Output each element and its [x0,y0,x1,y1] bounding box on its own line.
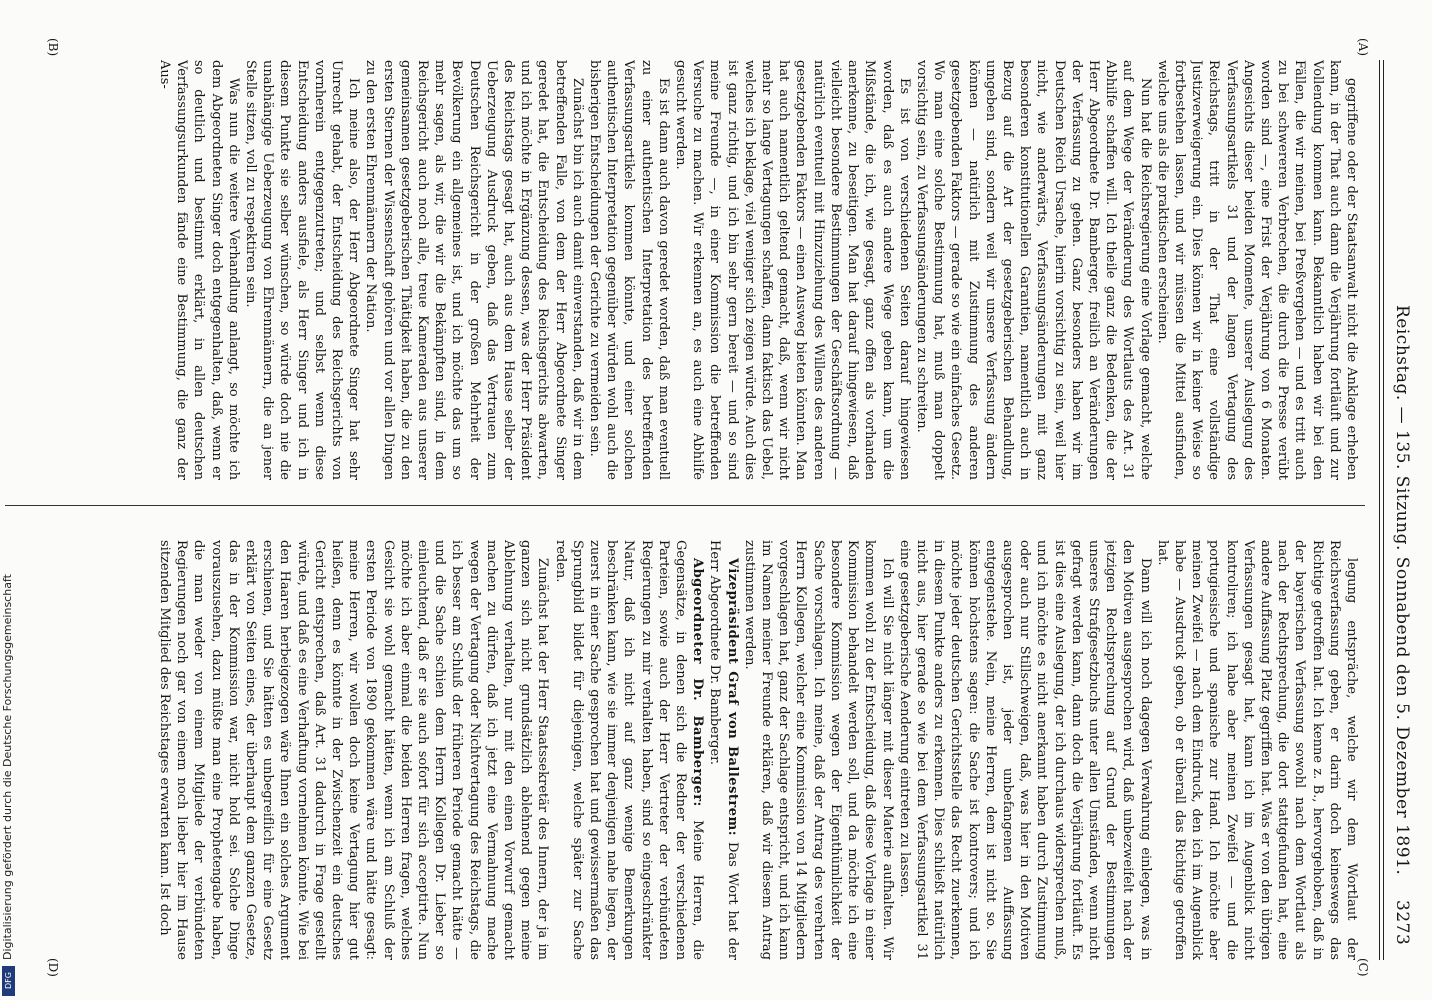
margin-marker-b: (B) [46,38,60,57]
paragraph: Abgeordneter Dr. Bamberger: Meine Herren, die Gegensätze, in denen sich die Redner der verschiedenen Parteien, sowie auch der Herr Vertreter der verbündeten Regierungen zu mir verhalten haben, sind so eingeschränkter Natur, daß ich nicht auf ganz wenige Bemerkungen beschränken kann, wie sie immer denjenigen nahe liegen, der zuerst in einer Sache gesprochen hat und gewissermaßen das Sprungbild bildet für diejenigen, welche später zur Sache reden. [552,540,706,960]
header-rule-double [1379,60,1380,960]
header-rule [1383,60,1384,960]
paragraph: Ich meine also, der Herr Abgeordnete Singer hat sehr Unrecht gehabt, der Entscheidung des Reichsgerichts von vornherein entgegenzutreten; und selbst wenn diese Entscheidung anders ausfiele, als Herr Singer und ich in diesem Punkte sie selber wünschen, so würde doch nie die unabhängige Ueberzeugung von Ehrenmännern, die an jener Stelle sitzen, voll zu respektiren sein. [243,60,362,480]
page-header-title: Reichstag. — 135. Sitzung. Sonnabend den 5. Dezember 1891. [1392,305,1412,876]
margin-marker-c: (C) [1356,958,1370,977]
page-number: 3273 [1392,900,1412,946]
paragraph: Dann will ich noch dagegen Verwahrung einlegen, was in den Motiven ausgesprochen wird, daß unbezweifelt nach der jetzigen Rechtsprechung auf Grund der Bestimmungen unseres Strafgesetzbuchs unter allen Umständen, wenn nicht gefragt werden kann, dann doch die Verjährung fortläuft. Es ist dies eine Auslegung, der ich durchaus widersprechen muß, und ich möchte es nicht anerkannt haben durch Zustimmung oder auch nur Stillschweigen, daß, was hier in den Motiven ausgesprochen ist, jeder unbefangenen Auffassung entgegenstehe. Nein, meine Herren, dem ist nicht so. Sie können höchstens sagen: die Sache ist kontrovers; und ich möchte jeder deutschen Gerichtsstelle das Recht zuerkennen, in diesem Punkte anders zu erkennen. Dies schließt natürlich nicht aus, hier gerade so wie bei dem Verfassungsartikel 31 eine gesetzgeberische Aenderung eintreten zu lassen. [896,540,1153,960]
speaker-name: Vizepräsident Graf von Ballestrem: [724,558,740,837]
paragraph: Nun hat die Reichsregierung eine Vorlage gemacht, welche auf dem Wege der Veränderung des Wortlauts des Art. 31 Abhilfe schaffen will. Ich theile ganz die Bedenken, die der Herr Abgeordnete Dr. Bamberger, freilich an Veränderungen der Verfassung zu gehen. Ganz besonders haben wir im Deutschen Reich Ursache, hierin vorsichtig zu sein, weil hier nicht, wie anderwärts, Verfassungsänderungen mit ganz besonderen konstitutionellen Garantien, namentlich auch in Bezug auf die Art der gesetzgeberischen Behandlung, umgeben sind, sondern weil wir unsere Verfassung ändern können — natürlich mit Zustimmung des anderen gesetzgebenden Faktors — gerade so wie ein einfaches Gesetz. Wo man eine solche Bestimmung hat, muß man doppelt vorsichtig sein, zu Verfassungsänderungen zu schreiten. [913,60,1153,480]
right-text-column [20,540,1360,960]
paragraph: Ich will Sie nicht länger mit dieser Materie aufhalten. Wir kommen wohl zu der Entscheidung, daß diese Vorlage in einer Kommission behandelt werden soll, und da möchte ich eine besondere Kommission wegen der Eigenthümlichkeit der Sache vorschlagen. Ich meine, daß der Antrag des verehrten Herrn Kollegen, welcher eine Kommission von 14 Mitgliedern vorgeschlagen hat, ganz der Sachlage entspricht, und ich kann im Namen meiner Freunde erklären, daß wir diesem Antrag zustimmen werden. [741,540,895,960]
page-header [1390,70,1412,950]
left-text-column [20,60,1360,480]
dfg-logo: DFG [2,966,15,996]
digitization-credit [0,0,18,1000]
paragraph: gegriffene oder der Staatsanwalt nicht die Anklage erheben kann, in der That auch dann die Verjährung fortläuft und zur Vollendung kommen kann. Bekanntlich haben wir bei den Fällen, die wir meinen, bei Preßvergehen — und es tritt auch zu bei schwereren Verbrechen, die durch die Presse verübt worden sind —, eine Frist der Verjährung von 6 Monaten. Angesichts dieser beiden Momente, unserer Auslegung des Verfassungsartikels 31 und der langen Vertagung des Reichstags, tritt in der That eine vollständige Justizverweigerung ein. Dies können wir in keiner Weise so fortbestehen lassen, und wir müssen die Mittel ausfinden, welche uns als die praktischen erscheinen. [1154,60,1359,480]
credit-text: Digitalisierung gefördert durch die Deutsche Forschungsgemeinschaft [1,574,14,960]
speaker-name: Abgeordneter Dr. Bamberger: [690,558,706,807]
margin-marker-d: (D) [46,958,60,977]
paragraph: Zunächst hat der Herr Staatssekretär des Innern, der ja im ganzen sich nicht grundsätzlich ablehnend gegen meine Ablehnung verhalten, nur mit den einen Vorwurf gemacht machen zu dürfen, daß ich jetzt eine Vermahnung mache wegen der Vertagung oder Nichtvertagung des Reichstags, die ich besser am Schluß der früheren Periode gemacht hätte — und die Sache schien dem Herrn Kollegen Dr. Lieber so einleuchtend, daß er sie auch sofort für sich acceptirte. Nun möchte ich aber einmal die beiden Herren fragen, welches Gesicht sie wohl gemacht hätten, wenn ich am Schluß der ersten Periode von 1890 gekommen wäre und hätte gesagt: meine Herren, wir wollen doch keine Vertagung hier gut heißen, denn es könnte in der Zwischenzeit ein deutsches Gericht entsprechen, daß Art. 31 dadurch in Frage gestellt würde, und daß es eine Verhaftung vornehmen könnte. Wie bei den Haaren herbeigezogen wäre Ihnen ein solches Argument erschienen, und Sie hätten es unbegreiflich für eine Gesetz erklärt von Seiten eines, der überhaupt dem ganzen Gesetze, das in der Kommission war, nicht hold sei. Solche Dinge vorauszusehen, dazu müßte man eine Prophetengabe haben, die man weder von einem Mitgliede der verbündeten Regierungen noch gar von einem noch lieber hier im Hause sitzenden Mitglied des Reichstages erwarten kann. Ist doch [156,540,551,960]
paragraph: Zunächst bin ich auch damit einverstanden, daß wir in dem betreffenden Falle, von dem der Herr Abgeordnete Singer geredet hat, die Entscheidung des Reichsgerichts abwarten, und ich möchte in Ergänzung dessen, was der Herr Präsident des Reichstags gesagt hat, auch aus dem Hause selber der Ueberzeugung Ausdruck geben, daß das Vertrauen zum Deutschen Reichsgericht in der großen Mehrheit der Bevölkerung ein allgemeines ist, und ich möchte das um so mehr sagen, als wir, die wir die Bekämpften sind, in dem Reichsgericht auch noch alle, treue Kameraden aus unserer gemeinsamen gesetzgeberischen Thätigkeit haben, die zu den ersten Sternen der Wissenschaft gehören und vor allen Dingen zu den ersten Ehrenmännern der Nation. [363,60,585,480]
paragraph: Was nun die weitere Verhandlung anlangt, so möchte ich dem Abgeordneten Singer doch entgegenhalten, daß, wenn er so deutlich und bestimmt erklärt, in allen deutschen Verfassungsurkunden fände eine Bestimmung, die ganz der Aus- [156,60,241,480]
paragraph: Es ist von verschiedenen Seiten darauf hingewiesen worden, daß es auch andere Wege geben kann, um die Mißstände, die ich, wie gesagt, ganz offen als vorhanden anerkenne, zu beseitigen. Man hat darauf hingewiesen, daß vielleicht besondere Bestimmungen der Geschäftsordnung — natürlich eventuell mit Hinzuziehung des Willens des anderen gesetzgebenden Faktors — einen Ausweg bieten könnten. Man hat auch namentlich geltend gemacht, daß, wenn wir nicht mehr so lange Vertagungen schaffen, dann faktisch das Uebel, welches ich beklage, viel weniger sich zeigen würde. Auch dies ist ganz richtig, und ich bin sehr gern bereit — und so sind meine Freunde —, in einer Kommission die betreffenden Versuche zu machen. Wir erkennen an, es auch eine Abhilfe gesucht werden. [673,60,912,480]
column-divider [5,505,1365,506]
paragraph: Vizepräsident Graf von Ballestrem: Das Wort hat der Herr Abgeordnete Dr. Bamberger. [707,540,740,960]
paragraph: Es ist dann auch davon geredet worden, daß man eventuell zu einer authentischen Interpretation des betreffenden Verfassungsartikels kommen könnte, und einer solchen authentischen Interpretation gegenüber würden wohl auch die bisherigen Entscheidungen der Gerichte zu vermeiden sein. [587,60,671,480]
paragraph: legung entspräche, welche wir dem Wortlaut der Reichsverfassung geben, er darin doch keineswegs das Richtige getroffen hat. Ich kenne z. B., hervorgehoben, daß in der bayerischen Verfassung sowohl nach dem Wortlaut als nach der Rechtsprechung, die dort stattgefunden hat, eine andere Auffassung Platz gegriffen hat. Was er von den übrigen Verfassungen gesagt hat, kann ich im Augenblick nicht kontroliren; ich habe aber meinen Zweifel — und die portugiesische und spanische zur Hand. Ich möchte aber meinen Zweifel — nach dem Eindruck, den ich im Augenblick habe — Ausdruck geben, ob er überall das Richtige getroffen hat. [1154,540,1359,960]
margin-marker-a: (A) [1356,38,1370,57]
